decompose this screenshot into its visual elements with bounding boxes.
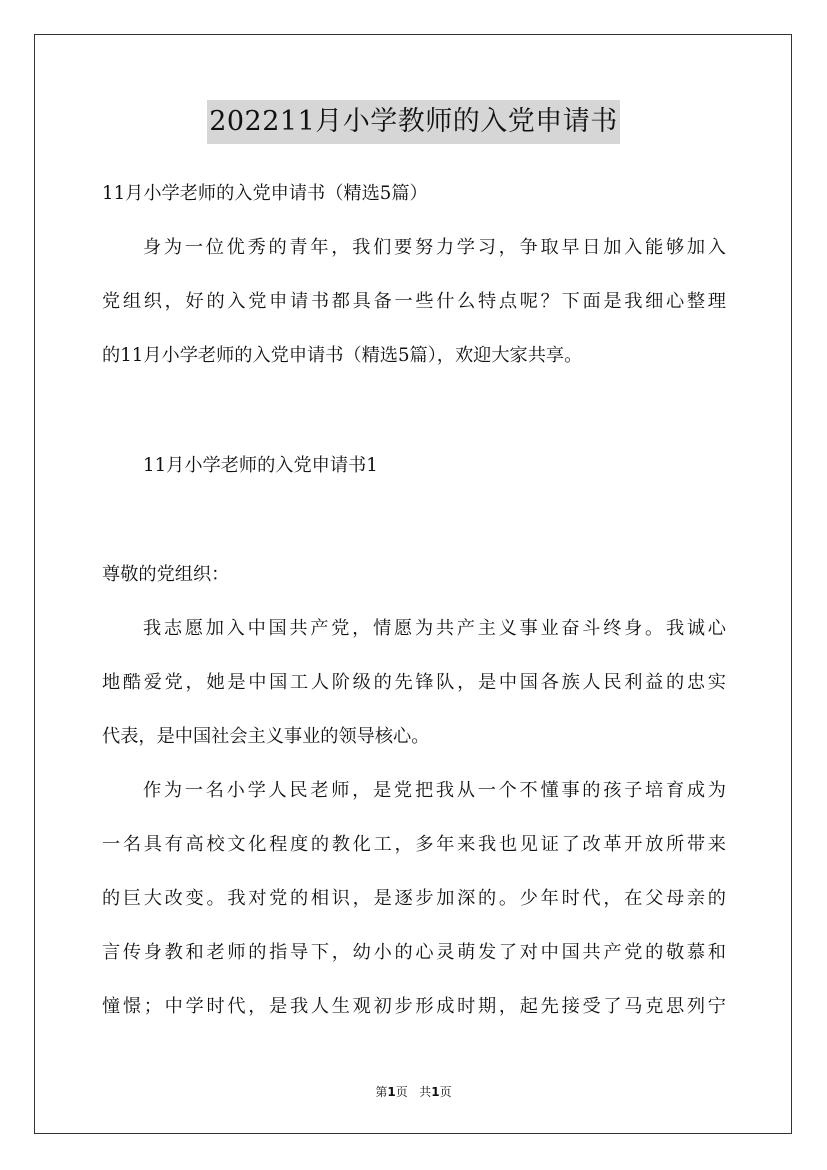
para2-line-4: 言传身教和老师的指导下，幼小的心灵萌发了对中国共产党的敬慕和 [102, 942, 726, 963]
para2-line-2: 一名具有高校文化程度的教化工，多年来我也见证了改革开放所带来 [102, 834, 726, 855]
para2-line-5: 憧憬；中学时代，是我人生观初步形成时期，起先接受了马克思列宁 [102, 996, 726, 1017]
intro-line-2: 党组织，好的入党申请书都具备一些什么特点呢？下面是我细心整理 [102, 291, 726, 312]
para1-line-2: 地酷爱党，她是中国工人阶级的先锋队，是中国各族人民利益的忠实 [102, 672, 726, 693]
intro-line-3: 的11月小学老师的入党申请书（精选5篇），欢迎大家共享。 [102, 345, 583, 366]
footer-total-suffix: 页 [439, 1085, 452, 1099]
footer-page-prefix: 第 [375, 1085, 388, 1099]
page-footer [0, 1084, 827, 1100]
document-title: 202211月小学教师的入党申请书 [207, 100, 620, 144]
document-subtitle: 11月小学老师的入党申请书（精选5篇） [102, 183, 428, 204]
footer-page-suffix: 页 [395, 1085, 408, 1099]
footer-total-prefix: 共 [419, 1085, 432, 1099]
para2-line-1: 作为一名小学人民老师，是党把我从一个不懂事的孩子培育成为 [143, 780, 726, 801]
intro-line-1: 身为一位优秀的青年，我们要努力学习，争取早日加入能够加入 [143, 237, 726, 258]
title-container [0, 100, 827, 144]
para2-line-3: 的巨大改变。我对党的相识，是逐步加深的。少年时代，在父母亲的 [102, 888, 726, 909]
salutation: 尊敬的党组织： [102, 564, 230, 585]
para1-line-1: 我志愿加入中国共产党，情愿为共产主义事业奋斗终身。我诚心 [143, 618, 726, 639]
footer-total-number: 1 [431, 1085, 440, 1099]
para1-line-3: 代表，是中国社会主义事业的领导核心。 [102, 726, 430, 747]
footer-page-number: 1 [387, 1085, 396, 1099]
section-heading: 11月小学老师的入党申请书1 [143, 455, 378, 476]
